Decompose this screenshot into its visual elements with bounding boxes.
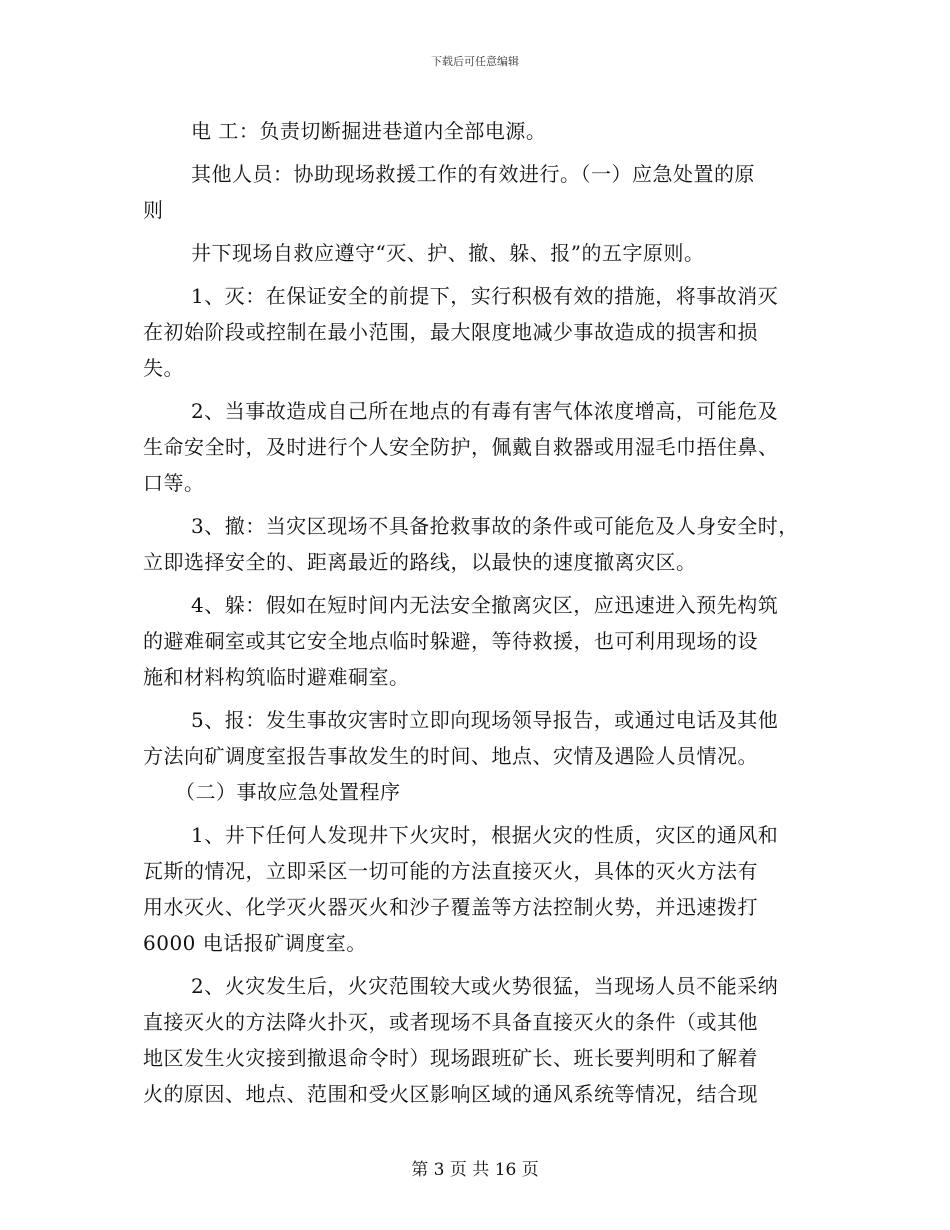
document-body [143, 113, 811, 1112]
text-line: 的避难硐室或其它安全地点临时躲避，等待救援，也可利用现场的设 [143, 629, 758, 653]
text-line: 其他人员：协助现场救援工作的有效进行。（一）应急处置的原 [191, 162, 755, 186]
text-line: 4、躲：假如在短时间内无法安全撤离灾区，应迅速进入预先构筑 [191, 593, 779, 617]
text-line: 6000 电话报矿调度室。 [143, 931, 367, 955]
section-heading: （二）事故应急处置程序 [175, 780, 401, 804]
text-line: 1、灭：在保证安全的前提下，实行积极有效的措施，将事故消灭 [191, 284, 779, 308]
text-line: 井下现场自救应遵守“灭、护、撤、躲、报”的五字原则。 [191, 241, 705, 265]
page-header: 下载后可任意编辑 [431, 55, 519, 68]
text-line: 则 [143, 198, 164, 222]
text-line: 在初始阶段或控制在最小范围，最大限度地减少事故造成的损害和损 [143, 320, 758, 344]
text-line: 瓦斯的情况，立即采区一切可能的方法直接灭火，具体的灭火方法有 [143, 859, 758, 883]
text-line: 地区发生火灾接到撤退命令时）现场跟班矿长、班长要判明和了解着 [143, 1046, 758, 1070]
text-line: 火的原因、地点、范围和受火区影响区域的通风系统等情况，结合现 [143, 1082, 758, 1106]
text-line: 1、井下任何人发现井下火灾时，根据火灾的性质，灾区的通风和 [191, 823, 779, 847]
text-line: 立即选择安全的、距离最近的路线，以最快的速度撤离灾区。 [143, 550, 697, 574]
page-footer: 第 3 页 共 16 页 [411, 1160, 539, 1180]
text-line: 口等。 [143, 471, 205, 495]
text-line: 直接灭火的方法降火扑灭，或者现场不具备直接灭火的条件（或其他 [143, 1010, 758, 1034]
text-line: 用水灭火、化学灭火器灭火和沙子覆盖等方法控制火势，并迅速拨打 [143, 895, 758, 919]
text-line: 方法向矿调度室报告事故发生的时间、地点、灾情及遇险人员情况。 [143, 744, 758, 768]
text-line: 生命安全时，及时进行个人安全防护，佩戴自救器或用湿毛巾捂住鼻、 [143, 435, 779, 459]
text-line: 施和材料构筑临时避难硐室。 [143, 665, 410, 689]
text-line: 2、当事故造成自己所在地点的有毒有害气体浓度增高，可能危及 [191, 399, 779, 423]
text-line: 电 工：负责切断掘进巷道内全部电源。 [191, 119, 547, 143]
text-line: 失。 [143, 356, 184, 380]
text-line: 3、撤：当灾区现场不具备抢救事故的条件或可能危及人身安全时， [191, 514, 799, 538]
text-line: 2、火灾发生后，火灾范围较大或火势很猛，当现场人员不能采纳 [191, 974, 779, 998]
text-line: 5、报：发生事故灾害时立即向现场领导报告，或通过电话及其他 [191, 708, 779, 732]
